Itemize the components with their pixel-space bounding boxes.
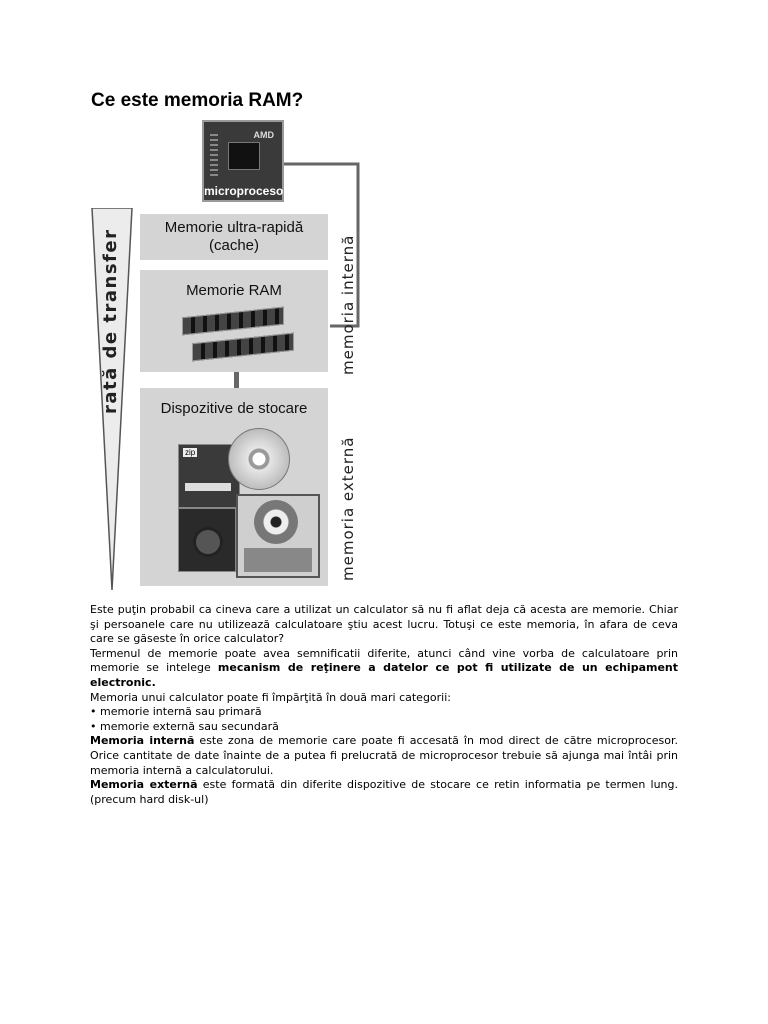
cache-label-line1: Memorie ultra-rapidă <box>164 219 304 236</box>
definition-text: Termenul de memorie poate avea semnificatii diferite, atunci când vine vorba de calculatoare prin memorie se intelege <box>90 646 678 675</box>
paragraph-definition <box>90 647 678 691</box>
paragraph-categories: Memoria unui calculator poate fi împărţită în două mari categorii: <box>90 690 452 704</box>
bullet-external: • memorie externă sau secundară <box>90 719 279 733</box>
zip-drive-slot-icon <box>185 483 231 491</box>
cache-label-line2: (cache) <box>208 237 260 254</box>
article-body <box>90 603 678 807</box>
bullet-internal: • memorie internă sau primară <box>90 705 262 719</box>
external-description: este formată din diferite dispozitive de stocare ce retin informatia pe termen lung. (precum hard disk-ul) <box>90 778 679 806</box>
ram-storage-connector <box>234 372 239 388</box>
storage-label: Dispozitive de stocare <box>160 400 308 417</box>
ram-box <box>140 270 328 372</box>
paragraph-external <box>90 778 678 807</box>
chip-die <box>228 142 260 170</box>
chip-label: microprocesor <box>204 184 289 198</box>
ram-module-icon-2 <box>192 333 294 362</box>
ram-module-icon <box>182 307 284 336</box>
internal-memory-label: memoria internă <box>339 234 357 375</box>
floppy-hub-icon <box>193 527 223 557</box>
hard-disk-icon <box>236 494 320 578</box>
paragraph-internal <box>90 734 678 778</box>
chip-pins <box>210 134 218 178</box>
storage-box <box>140 388 328 586</box>
paragraph-intro: Este puţin probabil ca cineva care a utilizat un calculator să nu fi aflat deja că acesta are memorie. Chiar şi persoanele care nu utilizează calculatoare ştiu acest lucru. Totuşi ce este memoria, în afara de ceva care se găseste în orice calculator? <box>90 603 678 646</box>
cache-box <box>140 214 328 260</box>
external-memory-label: memoria externă <box>339 436 357 581</box>
definition-bold: mecanism de reţinere a datelor ce pot fi utilizate de un echipament electronic. <box>90 661 679 689</box>
external-term: Memoria externă <box>90 778 198 792</box>
floppy-drive-icon <box>178 508 236 572</box>
internal-description: este zona de memorie care poate fi accesată în mod direct de către microprocesor. Orice cantitate de date înainte de a putea fi prelucrată de microprocesor trebuie să ajunga mai întâi prin memoria internă a calculatorului. <box>90 734 678 777</box>
zip-label: zip <box>185 448 196 457</box>
microprocessor-chip <box>202 120 289 202</box>
memory-hierarchy-diagram <box>90 118 370 588</box>
internal-term: Memoria internă <box>90 734 195 748</box>
ram-label: Memorie RAM <box>186 282 282 299</box>
cd-icon <box>228 428 290 490</box>
page-title: Ce este memoria RAM? <box>91 90 304 111</box>
hard-disk-platter-icon <box>254 500 298 544</box>
chip-brand: AMD <box>253 130 274 140</box>
transfer-rate-label: rată de transfer <box>100 228 121 414</box>
hard-disk-board-icon <box>244 548 312 572</box>
